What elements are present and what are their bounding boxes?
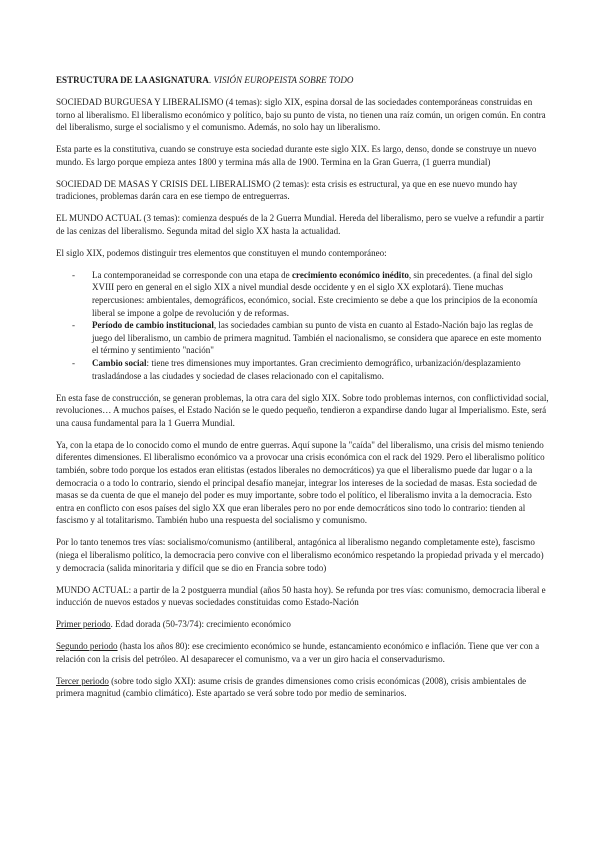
- heading-title: ESTRUCTURA DE LA ASIGNATURA: [56, 75, 209, 85]
- paragraph-tres-vias: Por lo tanto tenemos tres vías: socialismo/comunismo (antiliberal, antagónica al liberalismo negando completamente este), fascismo (niega el liberalismo político, la democracia pero convive con el liberalismo económico respetando la propiedad privada y el mercado) y democracia (salida minoritaria y difícil que se dio en Francia sobre todo): [56, 537, 544, 573]
- paragraph-sociedad-burguesa: SOCIEDAD BURGUESA Y LIBERALISMO (4 temas): siglo XIX, espina dorsal de las sociedades contemporáneas construidas en torno al liberalismo. El liberalismo económico y político, bajo su punto de vista, no tienen una raíz común, un origen común. En contra del liberalismo, surge el socialismo y el comunismo. Además, no solo hay un liberalismo.: [56, 96, 546, 133]
- elements-list: [56, 269, 549, 382]
- paragraph-mundo-actual: MUNDO ACTUAL: a partir de la 2 postguerra mundial (años 50 hasta hoy). Se refunda por tres vías: comunismo, democracia liberal e inducción de nuevos estados y nuevas sociedades constituidas como Estado-Nación: [56, 584, 546, 608]
- page-heading: [56, 74, 549, 87]
- list-item-bold: crecimiento económico inédito: [291, 269, 409, 280]
- list-item-post: , sin precedentes. (a final del siglo XVIII pero en general en el siglo XIX a nivel mundial desde occidente y en el siglo XX explotará). Tiene muchas repercusiones: ambientales, demográficos, económico, social. Este crecimiento se debe a que los principios de la economía liberal se impone a golpe de revolución y de reformas.: [92, 269, 538, 318]
- period-text: . Edad dorada (50-73/74): crecimiento económico: [110, 619, 291, 630]
- heading-separator: .: [208, 75, 214, 85]
- list-item: [92, 319, 549, 357]
- period-text: (sobre todo siglo XXI): asume crisis de grandes dimensiones como crisis económicas (2008), crisis ambientales de primera magnitud (cambio climático). Este apartado se verá sobre todo por medio de seminarios.: [56, 675, 527, 699]
- period-third: [56, 675, 549, 700]
- list-item-pre: La contemporaneidad se corresponde con una etapa de: [92, 269, 292, 280]
- heading-subtitle: VISIÓN EUROPEISTA SOBRE TODO: [213, 75, 354, 85]
- period-label: Segundo periodo: [56, 641, 118, 652]
- list-item-bold: Cambio social: [92, 358, 147, 369]
- list-item-post: : tiene tres dimensiones muy importantes. Gran crecimiento demográfico, urbanización/desplazamiento trasladándose a las ciudades y sociedad de clases relacionado con el capitalismo.: [92, 358, 521, 381]
- period-text: (hasta los años 80): ese crecimiento económico se hunde, estancamiento económico e inflación. Tiene que ver con a relación con la crisis del petróleo. Al desaparecer el comunismo, va a ver un giro hacia el conservadurismo.: [56, 641, 540, 664]
- list-item: [92, 269, 549, 319]
- paragraph-fase-construccion: En esta fase de construcción, se generan problemas, la otra cara del siglo XIX. Sobre todo problemas internos, con conflictividad social, revoluciones… A muchos países, el Estado Nación se le quedo pequeño, tendieron a expandirse dando lugar al Imperialismo. Este, será una causa fundamental para la 1 Guerra Mundial.: [56, 392, 549, 428]
- period-second: [56, 640, 549, 665]
- paragraph-sociedad-de-masas: SOCIEDAD DE MASAS Y CRISIS DEL LIBERALISMO (2 temas): esta crisis es estructural, ya que en ese nuevo mundo hay tradiciones, problemas darán cara en ese tiempo de entreguerras.: [56, 178, 518, 202]
- list-item-bold: Período de cambio institucional: [92, 320, 214, 331]
- list-item: [92, 357, 549, 382]
- paragraph-parte-constitutiva: Esta parte es la constitutiva, cuando se construye esta sociedad durante este siglo XIX. Es largo, denso, donde se construye un nuevo mundo. Es largo porque empieza antes 1800 y termina más alla de 1900. Termina en la Gran Guerra, (1 guerra mundial): [56, 144, 537, 167]
- period-first: [56, 618, 549, 631]
- paragraph-mundo-actual-intro: EL MUNDO ACTUAL (3 temas): comienza después de la 2 Guerra Mundial. Hereda del liberalismo, pero se vuelve a refundir a partir de las cenizas del liberalismo. Segunda mitad del siglo XX hasta la actualidad.: [56, 213, 544, 236]
- paragraph-entreguerras: Ya, con la etapa de lo conocido como el mundo de entre guerras. Aquí supone la "caída" del liberalismo, una crisis del mismo teniendo diferentes dimensiones. El liberalismo económico va a provocar una crisis económica con el rack del 1929. Pero el liberalismo político también, sobre todo porque los estados eran elitistas (estados liberales no democráticos) ya que el liberalismo puede dar lugar o a la democracia o a todo lo contrario, siendo el principal desafío manejar, integrar los intereses de la sociedad de masas. Esta sociedad de masas se da cuenta de que el manejo del poder es muy importante, sobre todo el político, el liberalismo invita a la democracia. Esto entra en conflicto con esos países del siglo XX que eran liberales pero no por ende democráticos sino todo lo contrario: tienden al fascismo y al totalitarismo. También hubo una respuesta del socialismo y comunismo.: [56, 439, 545, 526]
- list-item-post: , las sociedades cambian su punto de vista en cuanto al Estado-Nación bajo las reglas de juego del liberalismo, un cambio de primera magnitud. También el nacionalismo, se considera que aparece en este momento el término y sentimiento "nación": [92, 320, 542, 356]
- period-label: Primer periodo: [56, 619, 111, 630]
- period-label: Tercer periodo: [56, 675, 109, 686]
- paragraph-siglo-xix: El siglo XIX, podemos distinguir tres elementos que constituyen el mundo contemporáneo:: [56, 247, 387, 258]
